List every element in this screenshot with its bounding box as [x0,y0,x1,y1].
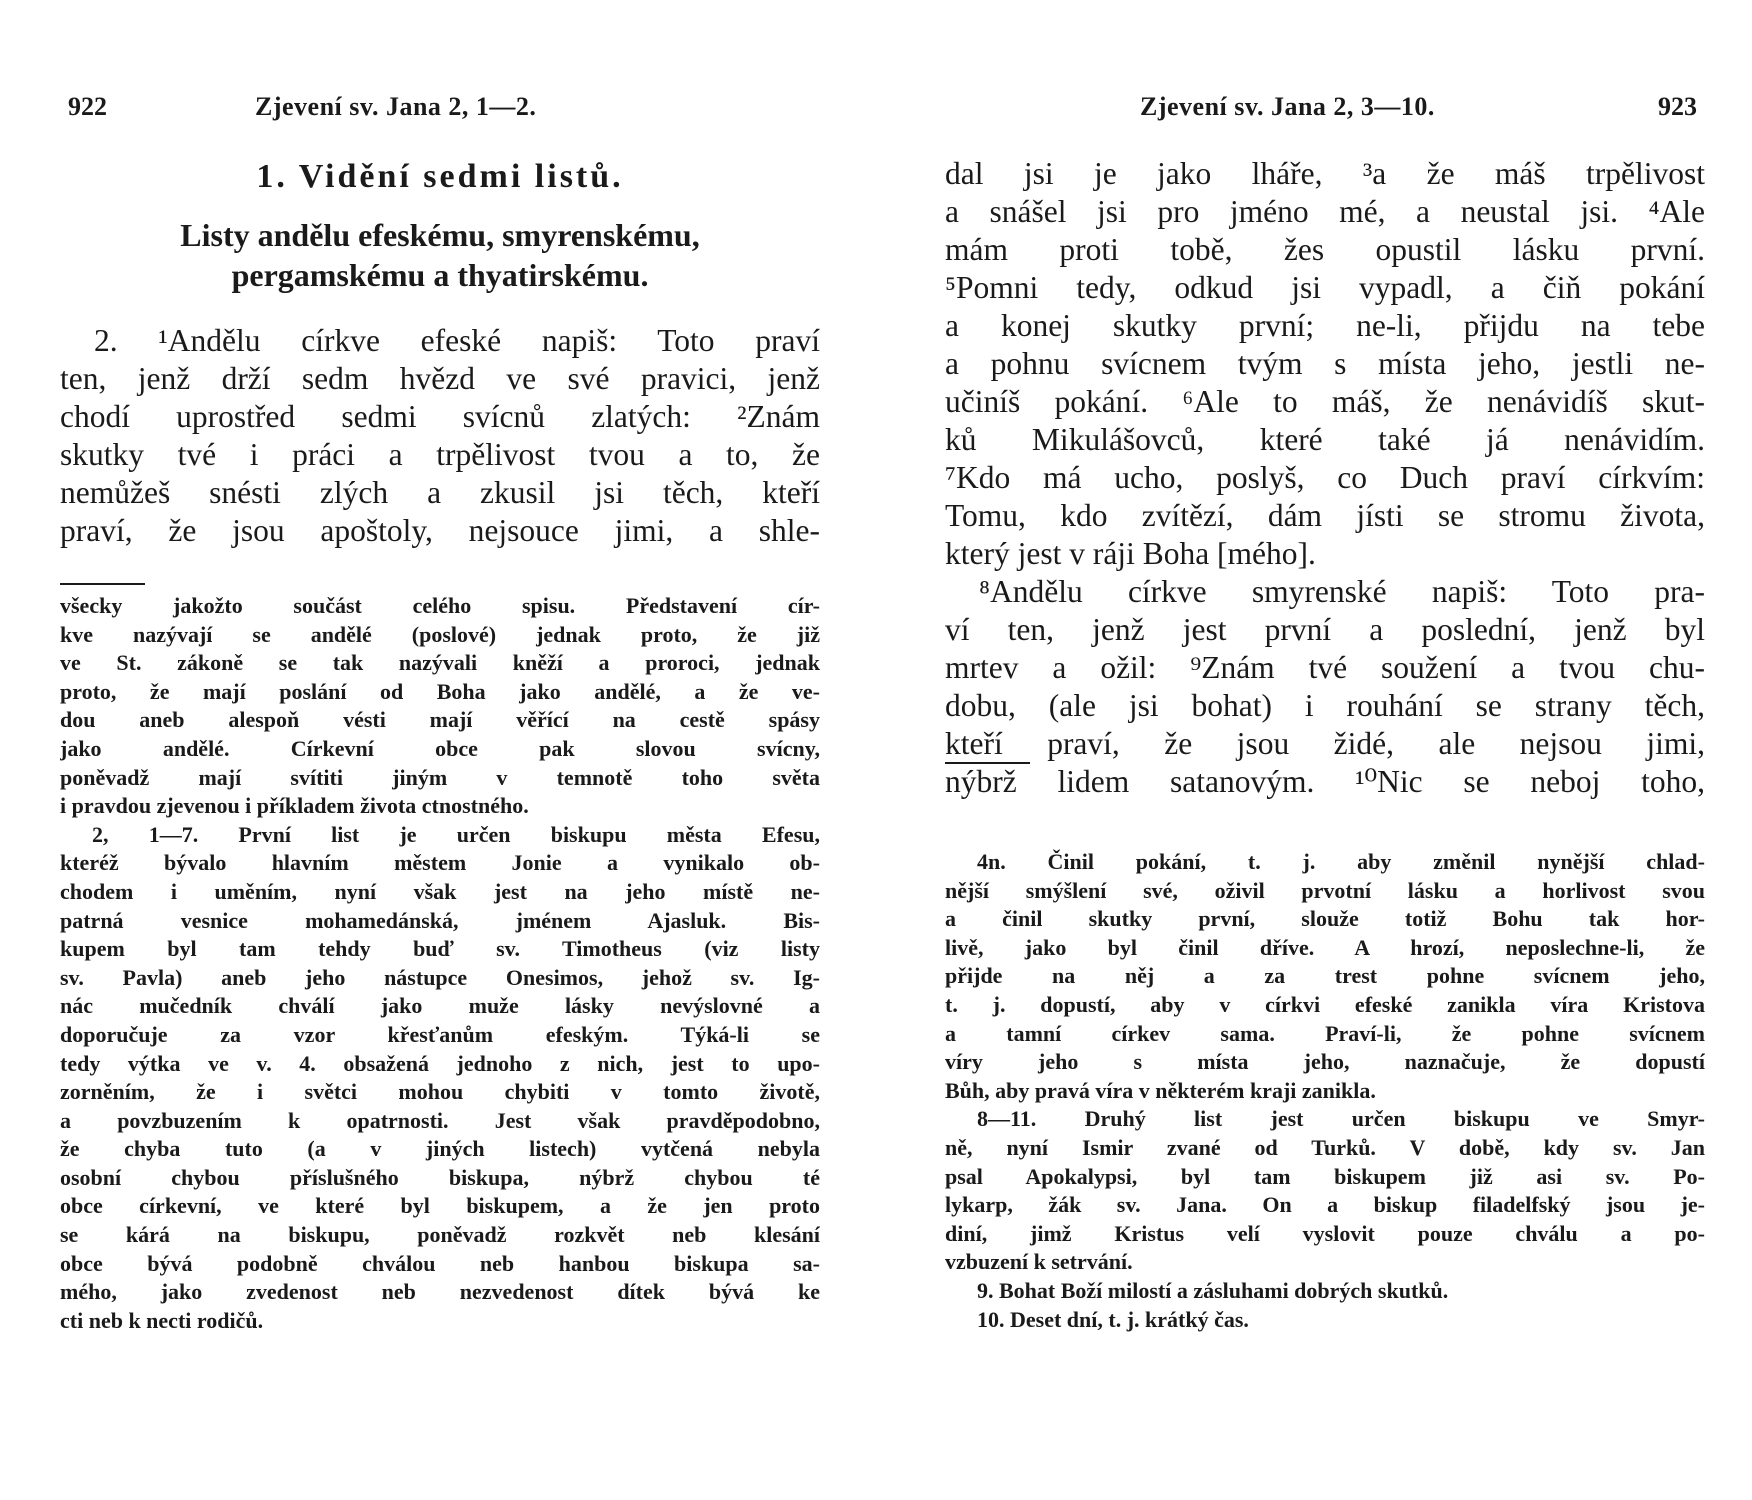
footnote-line: chodem i uměním, nyní však jest na jeho místě ne- [60,878,820,904]
footnote-line: ně, nyní Ismir zvané od Turků. V době, kdy sv. Jan [945,1134,1705,1160]
footnote-line: kteréž bývalo hlavním městem Jonie a vynikalo ob- [60,850,820,876]
footnote-line: 8—11. Druhý list jest určen biskupu ve Smyr- [977,1106,1705,1132]
text-line: a pohnu svícnem tvým s místa jeho, jestli ne- [945,346,1705,381]
footnote-line: se kárá na biskupu, poněvadž rozkvět neb klesání [60,1222,820,1248]
footnote-line: nější smýšlení své, oživil prvotní lásku a horlivost svou [945,877,1705,903]
footnote-line: zorněním, že i světci mohou chybiti v tomto životě, [60,1079,820,1105]
footnote-line: mého, jako zvedenost neb nezvedenost dítek bývá ke [60,1279,820,1305]
footnote-line: 2, 1—7. První list je určen biskupu města Efesu, [92,821,820,847]
text-line: ten, jenž drží sedm hvězd ve své pravici, jenž [60,361,820,396]
footnote-line: cti neb k necti rodičů. [60,1307,264,1333]
text-line: mám proti tobě, žes opustil lásku první. [945,232,1705,267]
text-line: nemůžeš snésti zlých a zkusil jsi těch, kteří [60,475,820,510]
footnote-line: že chyba tuto (a v jiných listech) vytčená nebyla [60,1136,820,1162]
text-line: dobu, (ale jsi bohat) i rouhání se strany těch, [945,688,1705,723]
text-line: ků Mikulášovců, které také já nenávidím. [945,422,1705,457]
running-head [945,92,1705,126]
right-page [945,0,1705,1500]
footnote-line: 9. Bohat Boží milostí a zásluhami dobrých skutků. [977,1277,1449,1303]
page-number: 923 [1658,92,1697,121]
running-head-title: Zjevení sv. Jana 2, 3—10. [1140,92,1435,121]
text-line: dal jsi je jako lháře, ³a že máš trpělivost [945,156,1705,191]
text-line: nýbrž lidem satanovým. ¹⁰Nic se neboj toho, [945,764,1705,799]
footnote-divider [945,762,1030,764]
footnote-line: ve St. zákoně se tak nazývali kněží a proroci, jednak [60,650,820,676]
footnote-line: 4n. Činil pokání, t. j. aby změnil nynější chlad- [977,849,1705,874]
footnote-line: sv. Pavla) aneb jeho nástupce Onesimos, jehož sv. Ig- [60,964,820,990]
text-line: učiníš pokání. ⁶Ale to máš, že nenávidíš skut- [945,384,1705,419]
text-line: praví, že jsou apoštoly, nejsouce jimi, a shle- [60,513,820,548]
footnote-line: všecky jakožto součást celého spisu. Představení cír- [60,593,820,618]
main-text [60,322,820,550]
footnote-line: patrná vesnice mohamedánská, jménem Ajasluk. Bis- [60,907,820,933]
footnote-line: a povzbuzením k opatrnosti. Jest však pravděpodobno, [60,1107,820,1133]
footnote-line: vzbuzení k setrvání. [945,1249,1133,1275]
text-line: Tomu, kdo zvítězí, dám jísti se stromu života, [945,498,1705,533]
footnote-line: jako andělé. Církevní obce pak slovou svícny, [60,735,820,761]
text-line: ⁸Andělu církve smyrenské napiš: Toto pra- [979,574,1705,609]
footnotes [945,848,1705,1334]
footnote-line: poněvadž mají svítiti jiným v temnotě toho světa [60,764,820,790]
footnote-line: t. j. dopustí, aby v církvi efeské zanikla víra Kristova [945,991,1705,1017]
footnote-line: obce bývá podobně chválou neb hanbou biskupa sa- [60,1250,820,1276]
text-line: chodí uprostřed sedmi svícnů zlatých: ²Znám [60,399,820,434]
footnote-line: přijde na něj a za trest pohne svícnem jeho, [945,963,1705,989]
footnote-line: proto, že mají poslání od Boha jako andělé, a že ve- [60,678,820,704]
subtitle-line: Listy andělu efeskému, smyrenskému, [180,217,700,253]
footnote-line: a tamní církev sama. Praví-li, že pohne svícnem [945,1020,1705,1046]
text-line: mrtev a ožil: ⁹Znám tvé soužení a tvou chu- [945,650,1705,685]
text-line: ví ten, jenž jest první a poslední, jenž byl [945,612,1705,647]
main-text [945,155,1705,801]
text-line: 2. ¹Andělu církve efeské napiš: Toto praví [94,323,820,358]
text-line: ⁵Pomni tedy, odkud jsi vypadl, a čiň pokání [945,270,1705,305]
subtitle-line: pergamskému a thyatirskému. [231,257,649,293]
footnote-line: kve nazývají se andělé (poslové) jednak proto, že již [60,621,820,647]
footnote-line: 10. Deset dní, t. j. krátký čas. [977,1306,1249,1332]
text-line: a konej skutky první; ne-li, přijdu na tebe [945,308,1705,343]
text-line: kteří praví, že jsou židé, ale nejsou jimi, [945,726,1705,761]
footnote-line: livě, jako byl činil dříve. A hrozí, neposlechne-li, že [945,934,1705,960]
text-line: a snášel jsi pro jméno mé, a neustal jsi. ⁴Ale [945,194,1705,229]
footnote-line: osobní chybou příslušného biskupa, nýbrž chybou té [60,1164,820,1190]
footnote-line: Bůh, aby pravá víra v některém kraji zanikla. [945,1077,1376,1103]
left-page [60,0,820,1500]
footnote-line: i pravdou zjevenou i příkladem života ctnostného. [60,793,529,819]
footnote-line: a činil skutky první, slouže totiž Bohu tak hor- [945,906,1705,932]
footnote-line: víry jeho s místa jeho, naznačuje, že dopustí [945,1049,1705,1075]
section-heading: 1. Vidění sedmi listů. [256,158,624,195]
footnote-line: obce církevní, ve které byl biskupem, a že jen proto [60,1193,820,1219]
footnote-line: tedy výtka ve v. 4. obsažená jednoho z nich, jest to upo- [60,1050,820,1076]
footnotes [60,592,820,1335]
footnote-line: nác mučedník chválí jako muže lásky nevýslovné a [60,993,820,1019]
page-number: 922 [68,92,107,121]
footnote-line: kupem byl tam tehdy buď sv. Timotheus (viz listy [60,936,820,962]
footnote-line: dou aneb alespoň vésti mají věřící na cestě spásy [60,707,820,733]
running-head-title: Zjevení sv. Jana 2, 1—2. [255,92,537,121]
text-line: který jest v ráji Boha [mého]. [945,536,1316,571]
footnote-divider [60,583,145,585]
text-line: ⁷Kdo má ucho, poslyš, co Duch praví církvím: [945,460,1705,495]
footnote-line: psal Apokalypsi, byl tam biskupem již asi sv. Po- [945,1163,1705,1189]
footnote-line: lykarp, žák sv. Jana. On a biskup filadelfský jsou je- [945,1192,1705,1218]
footnote-line: diní, jimž Kristus velí vyslovit pouze chválu a po- [945,1220,1705,1246]
section-subtitle [60,215,820,295]
footnote-line: doporučuje za vzor křesťanům efeským. Týká-li se [60,1021,820,1047]
text-line: skutky tvé i práci a trpělivost tvou a to, že [60,437,820,472]
running-head [60,92,820,126]
